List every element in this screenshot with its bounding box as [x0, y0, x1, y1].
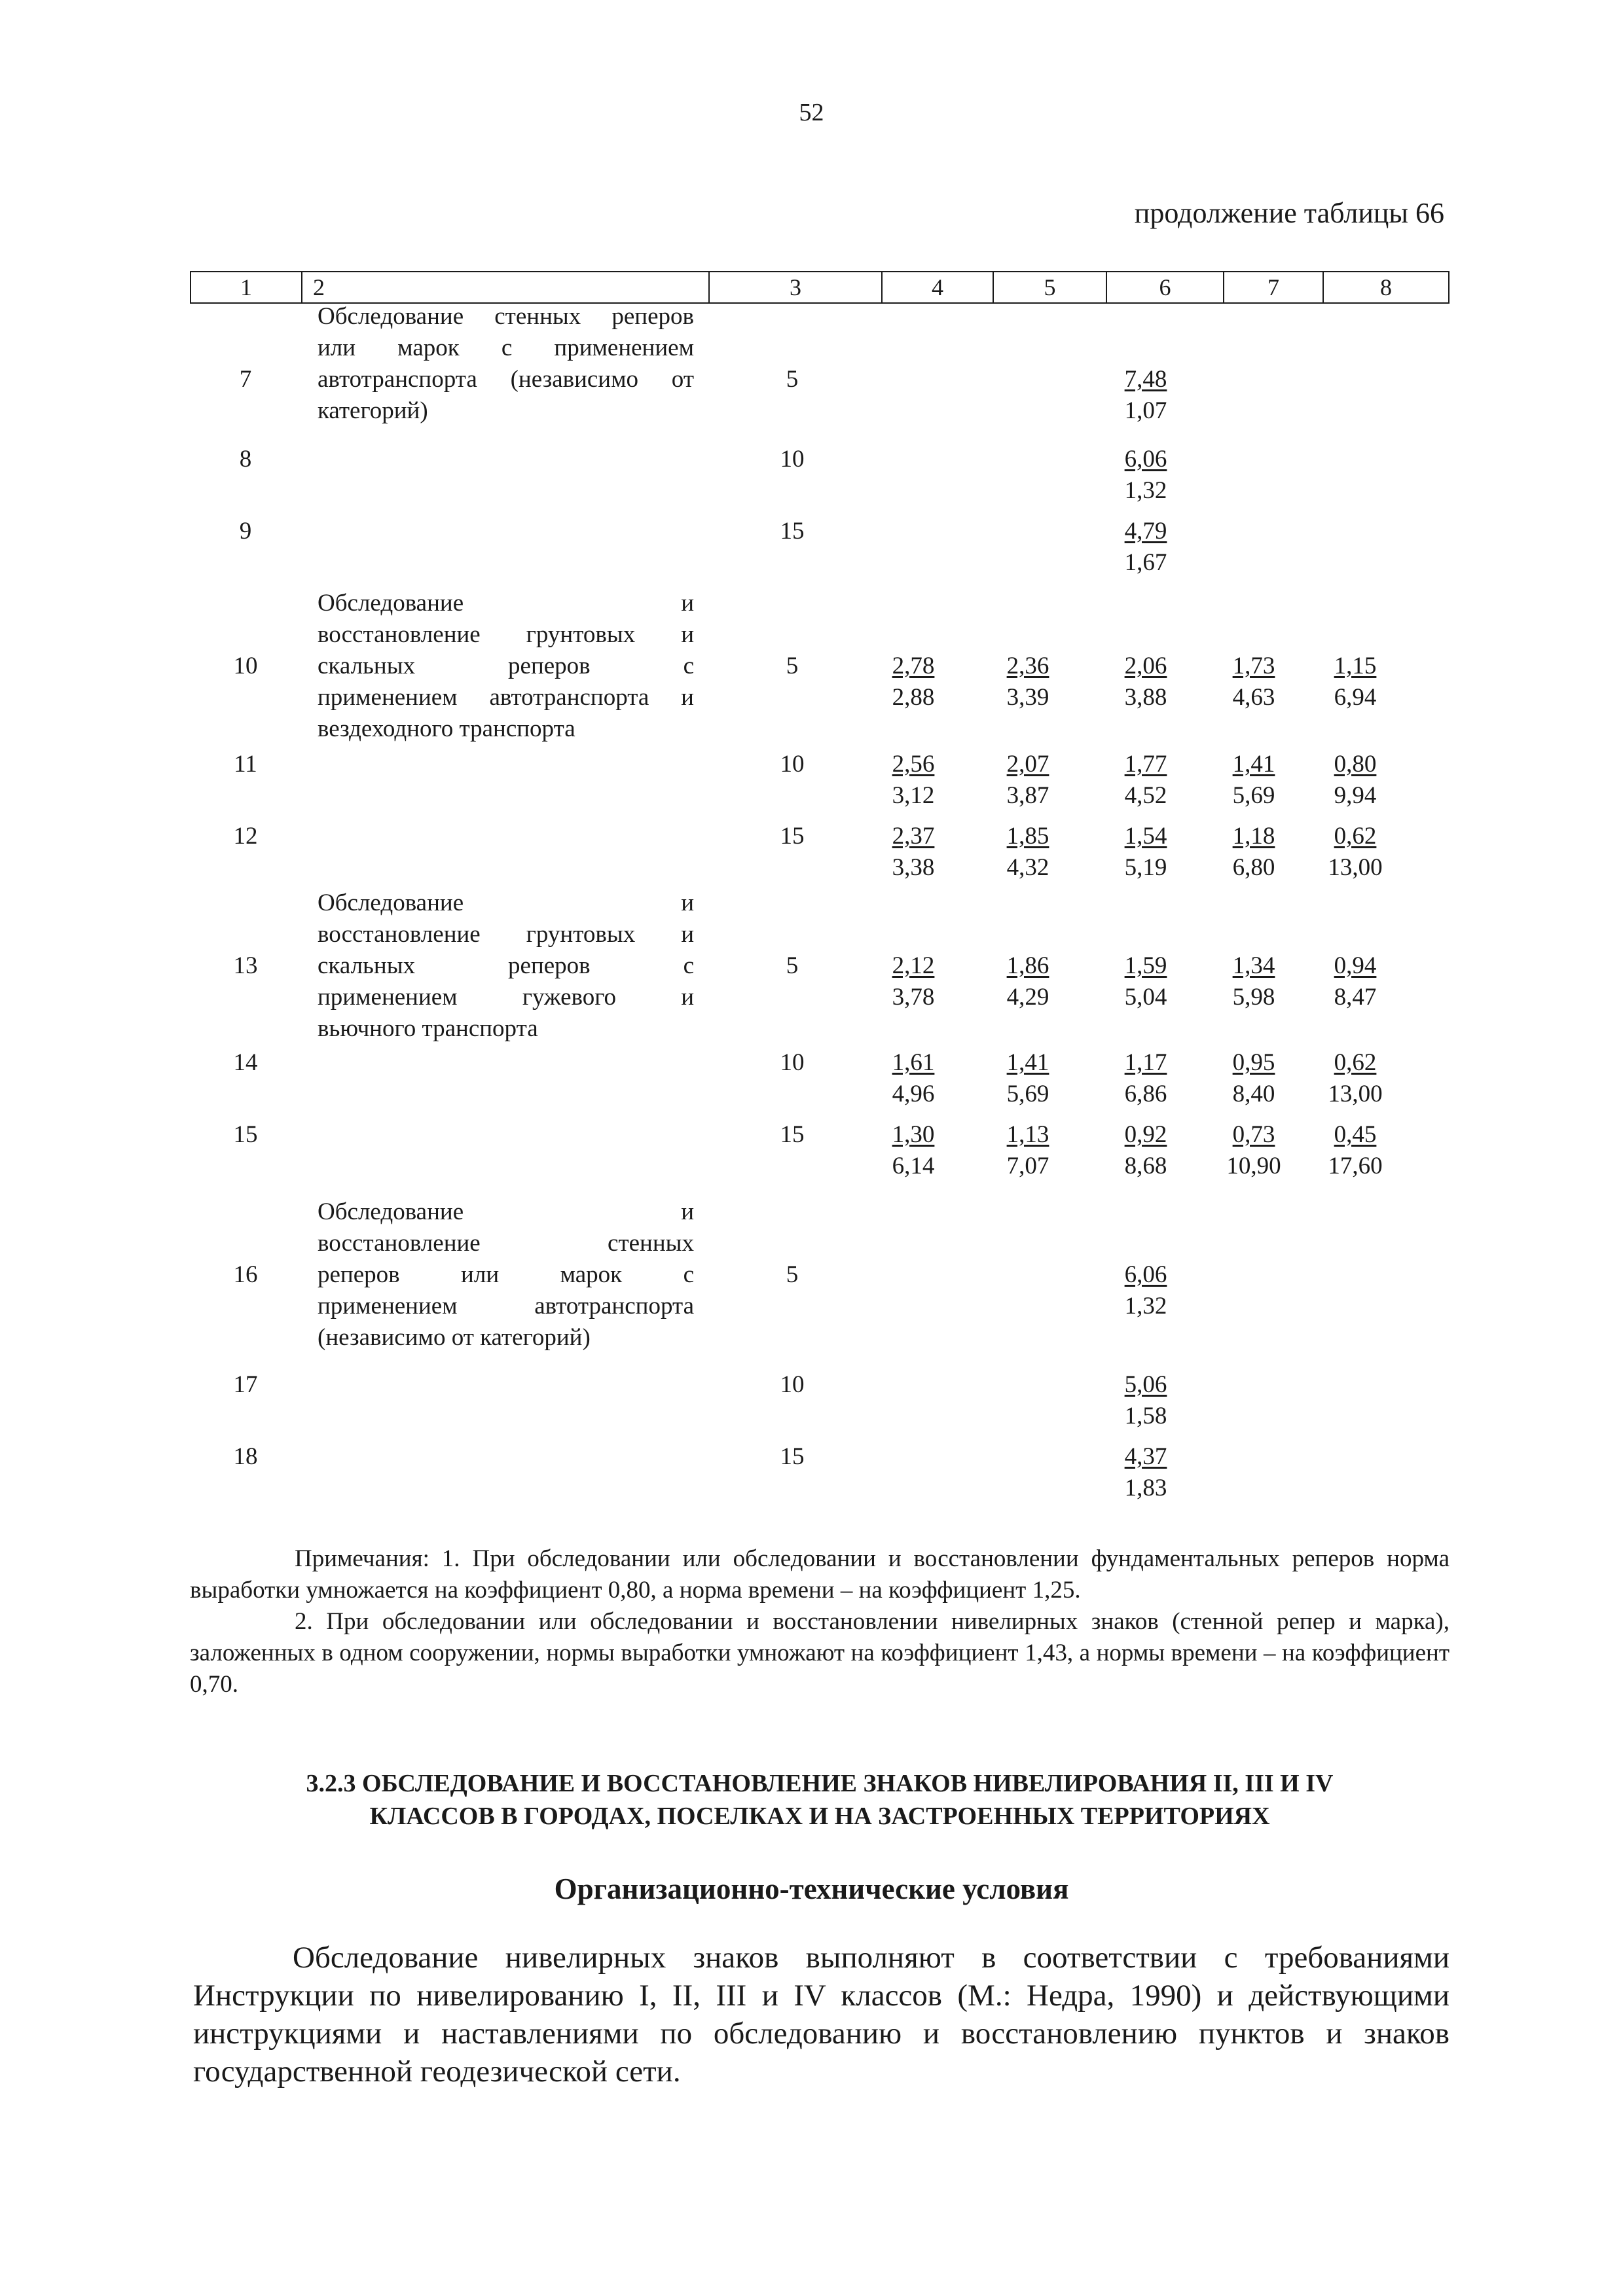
time-norm: 4,32	[1006, 854, 1049, 881]
norm-value-col5	[985, 651, 1070, 713]
category-value: 15	[780, 823, 805, 850]
norm-value-col4	[871, 749, 956, 812]
time-norm: 5,04	[1124, 984, 1167, 1011]
description-line: вьючного транспорта	[318, 1015, 538, 1042]
time-norm: 4,96	[892, 1081, 935, 1107]
norm-value-col5	[985, 749, 1070, 812]
row-number: 14	[233, 1049, 258, 1076]
description-line: применением автотранспорта	[318, 1293, 694, 1319]
time-norm: 8,68	[1124, 1153, 1167, 1179]
output-norm: 1,54	[1124, 823, 1167, 850]
time-norm: 9,94	[1334, 782, 1377, 809]
output-norm: 4,37	[1124, 1443, 1167, 1470]
description-line: Обследование и	[318, 889, 694, 916]
norm-value-col6	[1103, 749, 1188, 812]
norm-value-col8	[1313, 1047, 1398, 1110]
output-norm: 2,12	[892, 952, 935, 979]
row-number: 9	[239, 518, 252, 545]
norm-value-col6	[1103, 651, 1188, 713]
output-norm: 0,62	[1334, 1049, 1377, 1076]
page-number: 52	[799, 99, 824, 126]
category-value: 15	[780, 1443, 805, 1470]
norm-value-col8	[1313, 749, 1398, 812]
time-norm: 6,86	[1124, 1081, 1167, 1107]
norm-value-col7	[1211, 1119, 1296, 1182]
row-number: 11	[234, 751, 257, 778]
norm-value-col5	[985, 950, 1070, 1013]
output-norm: 6,06	[1124, 446, 1167, 473]
output-norm: 1,59	[1124, 952, 1167, 979]
description-line: автотранспорта (независимо от	[318, 366, 694, 393]
norm-value-col8	[1313, 950, 1398, 1013]
time-norm: 6,14	[892, 1153, 935, 1179]
header-cell-1: 1	[190, 271, 302, 304]
output-norm: 1,15	[1334, 653, 1377, 679]
output-norm: 2,36	[1006, 653, 1049, 679]
row-number: 16	[233, 1261, 258, 1288]
note-2: 2. При обследовании или обследовании и восстановлении нивелирных знаков (стенной репер и марка), заложенных в одном сооружении, нормы выработки умножают на коэффициент 1,43, а нормы времени – на коэффициент 0,70.	[190, 1608, 1450, 1698]
header-cell-8: 8	[1322, 271, 1450, 304]
row-number: 8	[239, 446, 252, 473]
note-1: Примечания: 1. При обследовании или обследовании и восстановлении фундаментальных реперов норма выработки умножается на коэффициент 0,80, а норма времени – на коэффициент 1,25.	[190, 1545, 1450, 1604]
output-norm: 1,61	[892, 1049, 935, 1076]
norm-value-col8	[1313, 1119, 1398, 1182]
norm-value-col6	[1103, 1047, 1188, 1110]
subheading: Организационно-технические условия	[554, 1873, 1069, 1905]
output-norm: 2,06	[1124, 653, 1167, 679]
output-norm: 1,17	[1124, 1049, 1167, 1076]
output-norm: 1,86	[1006, 952, 1049, 979]
category-value: 10	[780, 1049, 805, 1076]
description-line: категорий)	[318, 397, 428, 424]
category-value: 10	[780, 751, 805, 778]
norm-value-col6	[1103, 1259, 1188, 1322]
output-norm: 0,92	[1124, 1121, 1167, 1148]
output-norm: 5,06	[1124, 1371, 1167, 1398]
time-norm: 3,39	[1006, 684, 1049, 711]
work-description	[318, 301, 694, 427]
output-norm: 0,80	[1334, 751, 1377, 778]
header-cell-6: 6	[1106, 271, 1224, 304]
norm-value-col7	[1211, 1047, 1296, 1110]
time-norm: 8,47	[1334, 984, 1377, 1011]
section-heading	[190, 1767, 1450, 1833]
output-norm: 1,13	[1006, 1121, 1049, 1148]
description-line: восстановление грунтовых и	[318, 921, 694, 948]
time-norm: 5,69	[1232, 782, 1275, 809]
output-norm: 1,34	[1232, 952, 1275, 979]
category-value: 10	[780, 446, 805, 473]
row-number: 18	[233, 1443, 258, 1470]
header-cell-2: 2	[301, 271, 710, 304]
category-value: 5	[786, 1261, 799, 1288]
time-norm: 17,60	[1328, 1153, 1383, 1179]
description-line: Обследование и	[318, 1198, 694, 1225]
category-value: 5	[786, 653, 799, 679]
output-norm: 0,95	[1232, 1049, 1275, 1076]
category-value: 5	[786, 366, 799, 393]
time-norm: 1,07	[1124, 397, 1167, 424]
output-norm: 7,48	[1124, 366, 1167, 393]
description-line: применением гужевого и	[318, 984, 694, 1011]
time-norm: 7,07	[1006, 1153, 1049, 1179]
time-norm: 3,78	[892, 984, 935, 1011]
category-value: 10	[780, 1371, 805, 1398]
header-cell-5: 5	[993, 271, 1107, 304]
output-norm: 1,18	[1232, 823, 1275, 850]
description-line: Обследование и	[318, 590, 694, 617]
output-norm: 0,45	[1334, 1121, 1377, 1148]
output-norm: 2,78	[892, 653, 935, 679]
description-line: применением автотранспорта и	[318, 684, 694, 711]
output-norm: 1,41	[1006, 1049, 1049, 1076]
category-value: 5	[786, 952, 799, 979]
norm-value-col8	[1313, 651, 1398, 713]
time-norm: 13,00	[1328, 1081, 1383, 1107]
header-cell-4: 4	[881, 271, 994, 304]
section-heading-line-2: КЛАССОВ В ГОРОДАХ, ПОСЕЛКАХ И НА ЗАСТРОЕННЫХ ТЕРРИТОРИЯХ	[369, 1803, 1270, 1830]
row-number: 15	[233, 1121, 258, 1148]
output-norm: 2,56	[892, 751, 935, 778]
output-norm: 0,73	[1232, 1121, 1275, 1148]
output-norm: 2,07	[1006, 751, 1049, 778]
output-norm: 1,85	[1006, 823, 1049, 850]
output-norm: 1,30	[892, 1121, 935, 1148]
header-cell-3: 3	[708, 271, 883, 304]
table-continuation-caption: продолжение таблицы 66	[1134, 197, 1444, 229]
output-norm: 1,41	[1232, 751, 1275, 778]
description-line: Обследование стенных реперов	[318, 303, 694, 330]
norm-value-col6	[1103, 444, 1188, 507]
norm-value-col7	[1211, 950, 1296, 1013]
norm-value-col6	[1103, 950, 1188, 1013]
row-number: 12	[233, 823, 258, 850]
norm-value-col6	[1103, 821, 1188, 884]
norm-value-col4	[871, 950, 956, 1013]
description-line: (независимо от категорий)	[318, 1324, 591, 1351]
output-norm: 2,37	[892, 823, 935, 850]
description-line: или марок с применением	[318, 334, 694, 361]
output-norm: 1,77	[1124, 751, 1167, 778]
norm-value-col4	[871, 1047, 956, 1110]
time-norm: 4,52	[1124, 782, 1167, 809]
time-norm: 2,88	[892, 684, 935, 711]
time-norm: 1,32	[1124, 1293, 1167, 1319]
description-line: скальных реперов с	[318, 952, 694, 979]
section-heading-line-1: 3.2.3 ОБСЛЕДОВАНИЕ И ВОССТАНОВЛЕНИЕ ЗНАКОВ НИВЕЛИРОВАНИЯ II, III И IV	[306, 1770, 1334, 1797]
row-number: 13	[233, 952, 258, 979]
time-norm: 1,83	[1124, 1475, 1167, 1501]
output-norm: 6,06	[1124, 1261, 1167, 1288]
description-line: восстановление стенных	[318, 1230, 694, 1257]
category-value: 15	[780, 518, 805, 545]
time-norm: 3,88	[1124, 684, 1167, 711]
time-norm: 1,67	[1124, 549, 1167, 576]
norm-value-col7	[1211, 821, 1296, 884]
time-norm: 10,90	[1226, 1153, 1281, 1179]
norm-value-col6	[1103, 364, 1188, 427]
time-norm: 4,29	[1006, 984, 1049, 1011]
row-number: 7	[239, 366, 252, 393]
time-norm: 3,12	[892, 782, 935, 809]
output-norm: 1,73	[1232, 653, 1275, 679]
row-number: 17	[233, 1371, 258, 1398]
time-norm: 3,87	[1006, 782, 1049, 809]
row-number: 10	[233, 653, 258, 679]
time-norm: 6,80	[1232, 854, 1275, 881]
output-norm: 0,94	[1334, 952, 1377, 979]
time-norm: 5,98	[1232, 984, 1275, 1011]
norm-value-col6	[1103, 1441, 1188, 1504]
time-norm: 13,00	[1328, 854, 1383, 881]
body-paragraph: Обследование нивелирных знаков выполняют в соответствии с требованиями Инструкции по нивелированию I, II, III и IV классов (М.: Недра, 1990) и действующими инструкциями и наставлениями по обследованию и восстановлению пунктов и знаков государственной геодезической сети.	[193, 1941, 1450, 2089]
description-line: вездеходного транспорта	[318, 715, 575, 742]
norm-value-col8	[1313, 821, 1398, 884]
output-norm: 0,62	[1334, 823, 1377, 850]
description-line: восстановление грунтовых и	[318, 621, 694, 648]
norm-value-col7	[1211, 749, 1296, 812]
norm-value-col4	[871, 1119, 956, 1182]
norm-value-col6	[1103, 1119, 1188, 1182]
time-norm: 5,19	[1124, 854, 1167, 881]
norm-value-col5	[985, 821, 1070, 884]
norm-value-col6	[1103, 1369, 1188, 1432]
time-norm: 8,40	[1232, 1081, 1275, 1107]
time-norm: 1,58	[1124, 1403, 1167, 1429]
norm-value-col5	[985, 1119, 1070, 1182]
output-norm: 4,79	[1124, 518, 1167, 545]
category-value: 15	[780, 1121, 805, 1148]
work-description	[318, 1196, 694, 1354]
time-norm: 6,94	[1334, 684, 1377, 711]
time-norm: 1,32	[1124, 477, 1167, 504]
work-description	[318, 888, 694, 1045]
description-line: скальных реперов с	[318, 653, 694, 679]
norm-value-col5	[985, 1047, 1070, 1110]
norm-value-col7	[1211, 651, 1296, 713]
time-norm: 3,38	[892, 854, 935, 881]
time-norm: 4,63	[1232, 684, 1275, 711]
description-line: реперов или марок с	[318, 1261, 694, 1288]
time-norm: 5,69	[1006, 1081, 1049, 1107]
norm-value-col4	[871, 651, 956, 713]
work-description	[318, 588, 694, 745]
norm-value-col4	[871, 821, 956, 884]
norm-value-col6	[1103, 516, 1188, 579]
header-cell-7: 7	[1223, 271, 1324, 304]
